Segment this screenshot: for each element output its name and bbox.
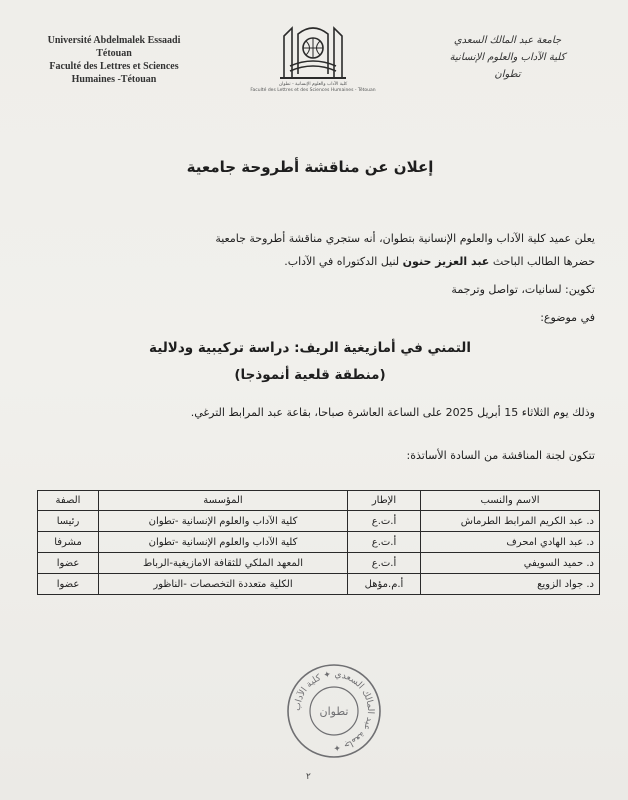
stamp-center-text: تطوان <box>319 705 349 718</box>
member-name: د. عبد الهادي امحرف <box>421 532 600 553</box>
logo-caption <box>248 82 378 94</box>
member-role: رئيسا <box>38 511 99 532</box>
member-institution: كلية الآداب والعلوم الإنسانية -تطوان <box>99 511 348 532</box>
table-row <box>38 574 600 595</box>
logo-caption-line: Faculté des Lettres et des Sciences Humaines - Tétouan <box>250 88 376 93</box>
column-header-rank: الإطار <box>348 491 421 511</box>
university-logo <box>258 22 368 84</box>
thesis-subject-line-2: (منطقة قلعية أنموذجا) <box>234 367 386 383</box>
student-name: عبد العزيز حنون <box>402 255 490 268</box>
announcement-line-1: يعلن عميد كلية الآداب والعلوم الإنسانية بتطوان، أنه ستجري مناقشة أطروحة جامعية <box>215 232 595 245</box>
french-header-line: Humaines -Tétouan <box>71 74 157 85</box>
announcement-prefix: حضرها الطالب الباحث <box>492 255 595 268</box>
member-role: عضوا <box>38 574 99 595</box>
table-row <box>38 532 600 553</box>
thesis-subject-line-1: التمني في أمازيغية الريف: دراسة تركيبية ودلالية <box>149 340 471 356</box>
page-title: إعلان عن مناقشة أطروحة جامعية <box>186 158 434 176</box>
member-institution: المعهد الملكي للثقافة الامازيغية-الرباط <box>99 553 348 574</box>
member-name: د. جواد الزويع <box>421 574 600 595</box>
page-mark: ٢ <box>306 772 311 782</box>
training-line: تكوين: لسانيات، تواصل وترجمة <box>451 283 595 296</box>
defense-schedule: وذلك يوم الثلاثاء 15 أبريل 2025 على الساعة العاشرة صباحا، بقاعة عبد المرابط الترغي. <box>190 406 595 419</box>
member-rank: أ.ت.ع <box>348 511 421 532</box>
table-row <box>38 553 600 574</box>
logo-caption-line: كلية الآداب والعلوم الإنسانية - تطوان <box>278 82 348 87</box>
announcement-suffix: لنيل الدكتوراه في الآداب. <box>284 255 400 268</box>
arabic-header-line: تطوان <box>494 69 521 80</box>
member-role: عضوا <box>38 553 99 574</box>
member-name: د. حميد السويفي <box>421 553 600 574</box>
arabic-header <box>420 32 595 83</box>
member-rank: أ.م.مؤهل <box>348 574 421 595</box>
member-rank: أ.ت.ع <box>348 532 421 553</box>
table-row <box>38 511 600 532</box>
french-header-line: Tétouan <box>96 48 132 59</box>
subject-label: في موضوع: <box>540 311 595 324</box>
table-header-row <box>38 491 600 511</box>
column-header-name: الاسم والنسب <box>421 491 600 511</box>
member-institution: الكلية متعددة التخصصات -الناظور <box>99 574 348 595</box>
column-header-role: الصفة <box>38 491 99 511</box>
french-header <box>34 34 194 86</box>
member-name: د. عبد الكريم المرابط الطرماش <box>421 511 600 532</box>
member-role: مشرفا <box>38 532 99 553</box>
committee-intro: تتكون لجنة المناقشة من السادة الأساتذة: <box>406 449 595 462</box>
french-header-line: Université Abdelmalek Essaadi <box>47 35 181 46</box>
arabic-header-line: كلية الآداب والعلوم الإنسانية <box>449 52 566 63</box>
french-header-line: Faculté des Lettres et Sciences <box>49 61 179 72</box>
arabic-header-line: جامعة عبد المالك السعدي <box>453 35 562 46</box>
column-header-institution: المؤسسة <box>99 491 348 511</box>
member-institution: كلية الآداب والعلوم الإنسانية -تطوان <box>99 532 348 553</box>
stamp-ring-text: جامعة عبد المالك السعدي ✦ كلية الآداب ✦ <box>292 669 376 753</box>
official-stamp <box>285 662 383 760</box>
committee-table <box>37 490 600 595</box>
announcement-line-2 <box>50 254 595 270</box>
member-rank: أ.ت.ع <box>348 553 421 574</box>
